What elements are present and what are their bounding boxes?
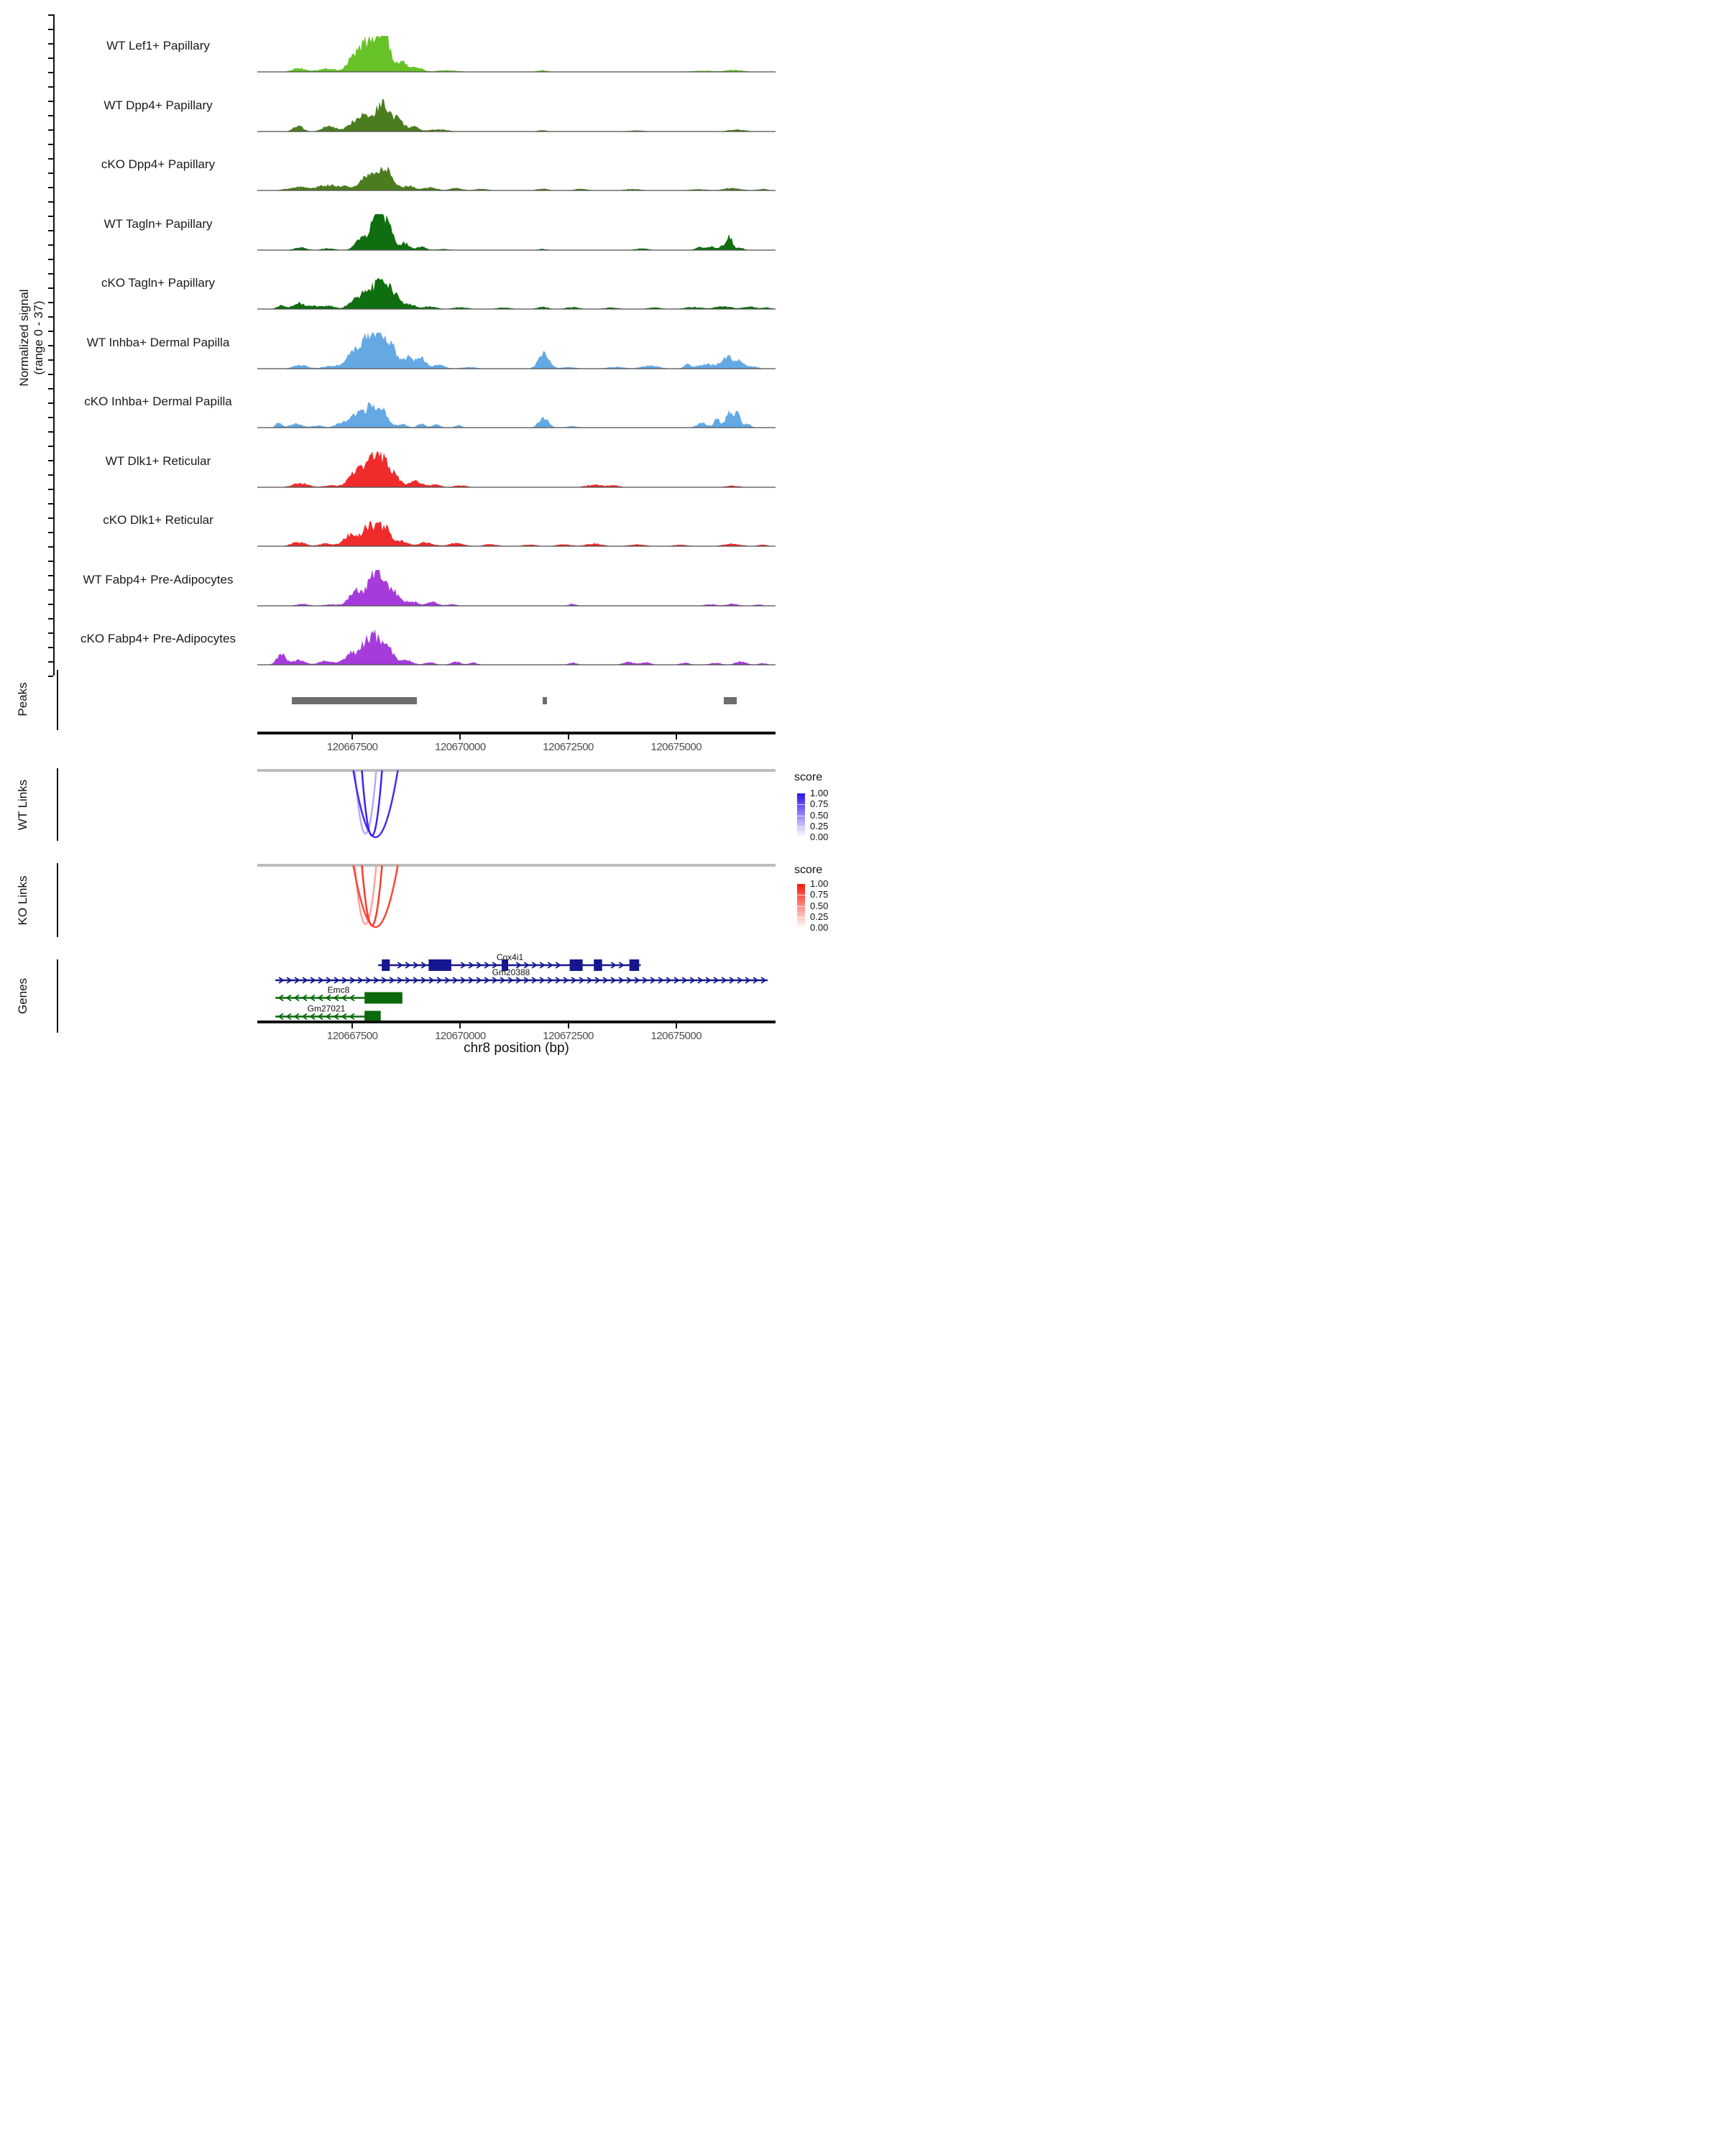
- track-coverage: [257, 390, 776, 431]
- signal-axis-tick: [48, 43, 53, 45]
- signal-axis-tick: [48, 546, 53, 548]
- signal-axis-tick: [48, 575, 53, 576]
- signal-axis-tick: [48, 517, 53, 519]
- gene-exon: [630, 959, 640, 971]
- signal-axis-tick: [48, 532, 53, 533]
- x-axis-tick: [568, 734, 569, 740]
- signal-axis-tick: [48, 632, 53, 634]
- signal-axis-tick: [48, 29, 53, 30]
- x-axis-tick: [676, 1023, 677, 1028]
- peak-interval: [724, 697, 737, 704]
- track-label: WT Dlk1+ Reticular: [105, 453, 211, 468]
- track-row: [0, 271, 862, 313]
- ko-links-section-label: KO Links: [16, 875, 29, 926]
- gene-label: Gm20388: [492, 967, 530, 977]
- gene-exon: [594, 959, 602, 971]
- link-arc: [362, 770, 382, 836]
- track-coverage: [257, 271, 776, 313]
- track-label: WT Lef1+ Papillary: [106, 39, 210, 52]
- peaks-track: [257, 697, 776, 704]
- track-label: WT Fabp4+ Pre-Adipocytes: [83, 572, 234, 586]
- track-label: cKO Fabp4+ Pre-Adipocytes: [80, 632, 236, 645]
- link-arc: [362, 865, 382, 926]
- signal-axis-tick: [48, 460, 53, 461]
- signal-axis-tick: [48, 402, 53, 404]
- signal-axis-tick: [48, 244, 53, 246]
- signal-axis-tick: [48, 446, 53, 447]
- legend-tick-label: 0.00: [810, 831, 829, 842]
- legend-tick-label: 0.75: [810, 798, 829, 810]
- track-coverage: [257, 212, 776, 254]
- genes-axis-bracket: [57, 959, 58, 1033]
- signal-axis-tick: [48, 72, 53, 73]
- track-coverage: [257, 331, 776, 372]
- legend-tick-label: 0.25: [810, 911, 829, 922]
- wt-links-axis-bracket: [57, 768, 58, 841]
- legend-tick-label: 0.25: [810, 820, 829, 831]
- signal-axis-tick: [48, 201, 53, 203]
- x-axis-tick-label: 120670000: [435, 1030, 486, 1042]
- signal-axis-tick: [48, 331, 53, 332]
- gene-exon: [364, 992, 402, 1004]
- gene-models: [257, 952, 776, 1024]
- legend-notch: [797, 826, 805, 827]
- signal-axis-tick: [48, 144, 53, 145]
- track-coverage: [257, 508, 776, 550]
- signal-axis-tick: [48, 647, 53, 648]
- track-row: [0, 568, 862, 609]
- x-axis-tick: [568, 1023, 569, 1028]
- x-axis-tick-label: 120672500: [543, 741, 594, 753]
- track-coverage: [257, 93, 776, 135]
- signal-axis-tick: [48, 561, 53, 562]
- track-row: [0, 93, 862, 135]
- track-row: [0, 152, 862, 194]
- x-axis-tick: [676, 734, 677, 740]
- signal-axis-tick: [48, 259, 53, 260]
- signal-axis-tick: [48, 345, 53, 346]
- y-axis-title-line1: Normalized signal: [17, 289, 31, 387]
- x-axis-top: [257, 732, 776, 760]
- signal-axis-tick: [48, 230, 53, 231]
- genes-section-label: Genes: [16, 977, 29, 1015]
- track-coverage: [257, 449, 776, 491]
- track-label: cKO Dpp4+ Papillary: [101, 157, 216, 171]
- legend-tick-label: 1.00: [810, 878, 829, 889]
- signal-axis-tick: [48, 187, 53, 188]
- signal-axis-tick: [48, 129, 53, 131]
- gene-label: Gm27021: [307, 1003, 346, 1014]
- track-coverage: [257, 34, 776, 75]
- legend-tick-label: 0.50: [810, 900, 829, 911]
- legend-tick-label: 0.50: [810, 809, 829, 821]
- signal-axis-tick: [48, 589, 53, 591]
- signal-axis-tick: [48, 474, 53, 476]
- track-row: [0, 390, 862, 431]
- wt-links-legend: [794, 770, 862, 842]
- signal-axis-tick: [48, 287, 53, 289]
- signal-axis-tick: [48, 86, 53, 88]
- signal-axis-tick: [48, 388, 53, 390]
- gene-exon: [570, 959, 583, 971]
- gene-label: Emc8: [327, 985, 350, 995]
- coverage-figure: [0, 0, 862, 1078]
- track-row: [0, 627, 862, 668]
- x-axis-title: chr8 position (bp): [464, 1041, 569, 1056]
- track-label: cKO Tagln+ Papillary: [101, 276, 215, 290]
- signal-axis-tick: [48, 431, 53, 433]
- x-axis-top-line: [257, 732, 776, 734]
- signal-axis-tick: [48, 417, 53, 418]
- signal-axis-tick: [48, 158, 53, 160]
- peaks-section-label: Peaks: [16, 682, 29, 717]
- track-label: WT Dpp4+ Papillary: [104, 98, 213, 112]
- signal-axis-tick: [48, 101, 53, 102]
- track-row: [0, 508, 862, 550]
- x-axis-tick-label: 120672500: [543, 1030, 594, 1042]
- wt-legend-title: score: [794, 771, 823, 783]
- track-label: cKO Dlk1+ Reticular: [103, 513, 213, 527]
- x-axis-bottom-line: [257, 1021, 776, 1023]
- x-axis-tick: [351, 734, 353, 740]
- x-axis-tick-label: 120675000: [650, 1030, 702, 1042]
- gene-exon: [382, 959, 390, 971]
- x-axis-tick: [459, 1023, 461, 1028]
- peak-interval: [543, 697, 547, 704]
- signal-axis-tick: [48, 316, 53, 318]
- wt-links-plot: [257, 769, 776, 841]
- legend-notch: [797, 804, 805, 805]
- signal-axis-tick: [48, 374, 53, 375]
- legend-tick-label: 0.75: [810, 889, 829, 900]
- x-axis-tick-label: 120675000: [650, 741, 702, 753]
- signal-axis-tick: [48, 489, 53, 490]
- signal-axis-tick: [48, 273, 53, 275]
- track-coverage: [257, 568, 776, 609]
- x-axis-tick: [351, 1023, 353, 1028]
- track-row: [0, 34, 862, 75]
- x-axis-tick: [459, 734, 461, 740]
- peaks-axis-bracket: [57, 670, 58, 730]
- x-axis-tick-label: 120667500: [326, 741, 378, 753]
- wt-links-section-label: WT Links: [16, 779, 29, 831]
- y-axis-title-line2: (range 0 - 37): [32, 300, 45, 375]
- ko-legend-title: score: [794, 864, 823, 876]
- x-axis-tick-label: 120667500: [326, 1030, 378, 1042]
- signal-axis-tick: [48, 503, 53, 505]
- legend-tick-label: 1.00: [810, 788, 829, 798]
- signal-axis-tick: [48, 618, 53, 619]
- ko-links-legend: [794, 863, 862, 933]
- signal-axis-tick: [48, 359, 53, 361]
- gene-exon: [428, 959, 451, 971]
- ko-links-plot: [257, 864, 776, 936]
- legend-tick-label: 0.00: [810, 922, 829, 933]
- track-label: WT Inhba+ Dermal Papilla: [86, 335, 230, 349]
- track-row: [0, 212, 862, 254]
- gene-label: Cox4i1: [496, 952, 524, 962]
- ko-links-axis-bracket: [57, 863, 58, 937]
- track-coverage: [257, 627, 776, 668]
- signal-axis-tick: [48, 661, 53, 663]
- track-label: cKO Inhba+ Dermal Papilla: [84, 395, 232, 408]
- signal-axis-tick: [48, 302, 53, 303]
- track-label: WT Tagln+ Papillary: [104, 216, 213, 231]
- signal-axis-tick: [48, 216, 53, 217]
- legend-notch: [797, 906, 805, 907]
- track-coverage: [257, 152, 776, 194]
- x-axis-tick-label: 120670000: [435, 741, 486, 753]
- signal-axis-tick: [48, 172, 53, 174]
- peak-interval: [292, 697, 417, 704]
- signal-axis-tick: [48, 676, 53, 677]
- track-row: [0, 331, 862, 372]
- signal-axis-tick: [48, 604, 53, 605]
- signal-axis-tick: [48, 14, 53, 16]
- signal-axis-tick: [48, 57, 53, 59]
- track-row: [0, 449, 862, 491]
- legend-notch: [797, 917, 805, 918]
- signal-axis-tick: [48, 115, 53, 116]
